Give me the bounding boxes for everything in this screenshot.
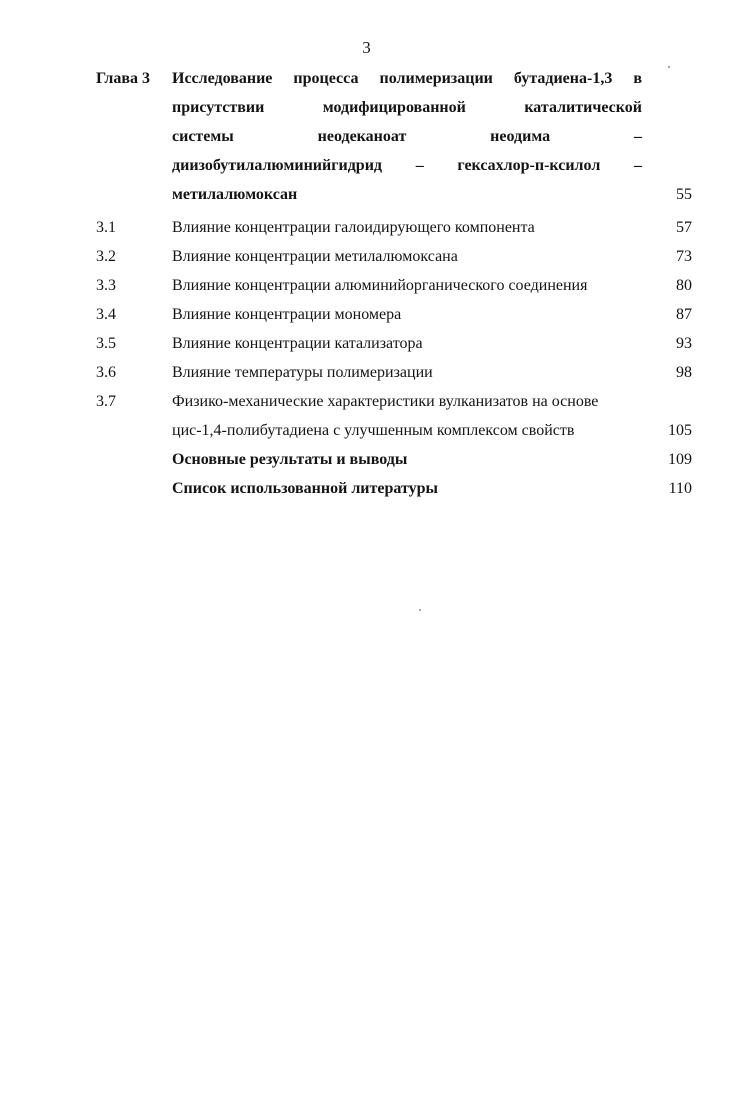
section-number: 3.7	[96, 393, 116, 410]
section-title: Влияние концентрации алюминийорганического соединения	[172, 277, 588, 294]
toc-entry	[96, 242, 696, 271]
page-number: 3	[362, 38, 371, 57]
section-page-number: 80	[676, 277, 692, 294]
section-title-continuation: цис-1,4-полибутадиена с улучшенным комплексом свойств	[172, 422, 575, 439]
chapter-title	[172, 64, 642, 209]
section-number: 3.4	[96, 306, 116, 323]
toc-entry	[96, 358, 696, 387]
scan-speck	[668, 66, 670, 68]
chapter-title-line: системы неодеканоат неодима –	[172, 128, 642, 145]
conclusions-title: Основные результаты и выводы	[172, 451, 408, 468]
section-title: Физико-механические характеристики вулканизатов на основе	[172, 393, 599, 410]
section-page-number: 98	[676, 364, 692, 381]
section-page-number: 87	[676, 306, 692, 323]
section-number: 3.5	[96, 335, 116, 352]
chapter-3-entry	[96, 64, 696, 209]
section-number: 3.2	[96, 248, 116, 265]
scan-speck	[419, 609, 421, 611]
toc-entry	[96, 329, 696, 358]
toc-entry	[96, 387, 696, 445]
toc-entry-references	[96, 474, 696, 503]
section-page-number: 93	[676, 335, 692, 352]
chapter-label: Глава 3	[96, 70, 150, 87]
section-number: 3.6	[96, 364, 116, 381]
section-page-number: 57	[676, 219, 692, 236]
section-title: Влияние температуры полимеризации	[172, 364, 433, 381]
chapter-title-line: присутствии модифицированной каталитической	[172, 99, 642, 116]
table-of-contents	[96, 64, 696, 503]
section-page-number: 73	[676, 248, 692, 265]
toc-entry	[96, 271, 696, 300]
section-title: Влияние концентрации метилалюмоксана	[172, 248, 458, 265]
chapter-page-number: 55	[676, 186, 692, 203]
chapter-title-line: диизобутилалюминийгидрид – гексахлор-п-ксилол –	[172, 157, 642, 174]
references-title: Список использованной литературы	[172, 480, 438, 497]
chapter-title-line: метилалюмоксан	[172, 186, 298, 203]
toc-entry	[96, 300, 696, 329]
section-title: Влияние концентрации катализатора	[172, 335, 423, 352]
toc-entry	[96, 213, 696, 242]
toc-entry-conclusions	[96, 445, 696, 474]
section-number: 3.1	[96, 219, 116, 236]
section-title: Влияние концентрации галоидирующего компонента	[172, 219, 535, 236]
section-number: 3.3	[96, 277, 116, 294]
references-page-number: 110	[668, 480, 692, 497]
conclusions-page-number: 109	[668, 451, 692, 468]
chapter-title-line: Исследование процесса полимеризации бутадиена-1,3 в	[172, 70, 642, 87]
section-title: Влияние концентрации мономера	[172, 306, 402, 323]
section-page-number: 105	[668, 422, 692, 439]
